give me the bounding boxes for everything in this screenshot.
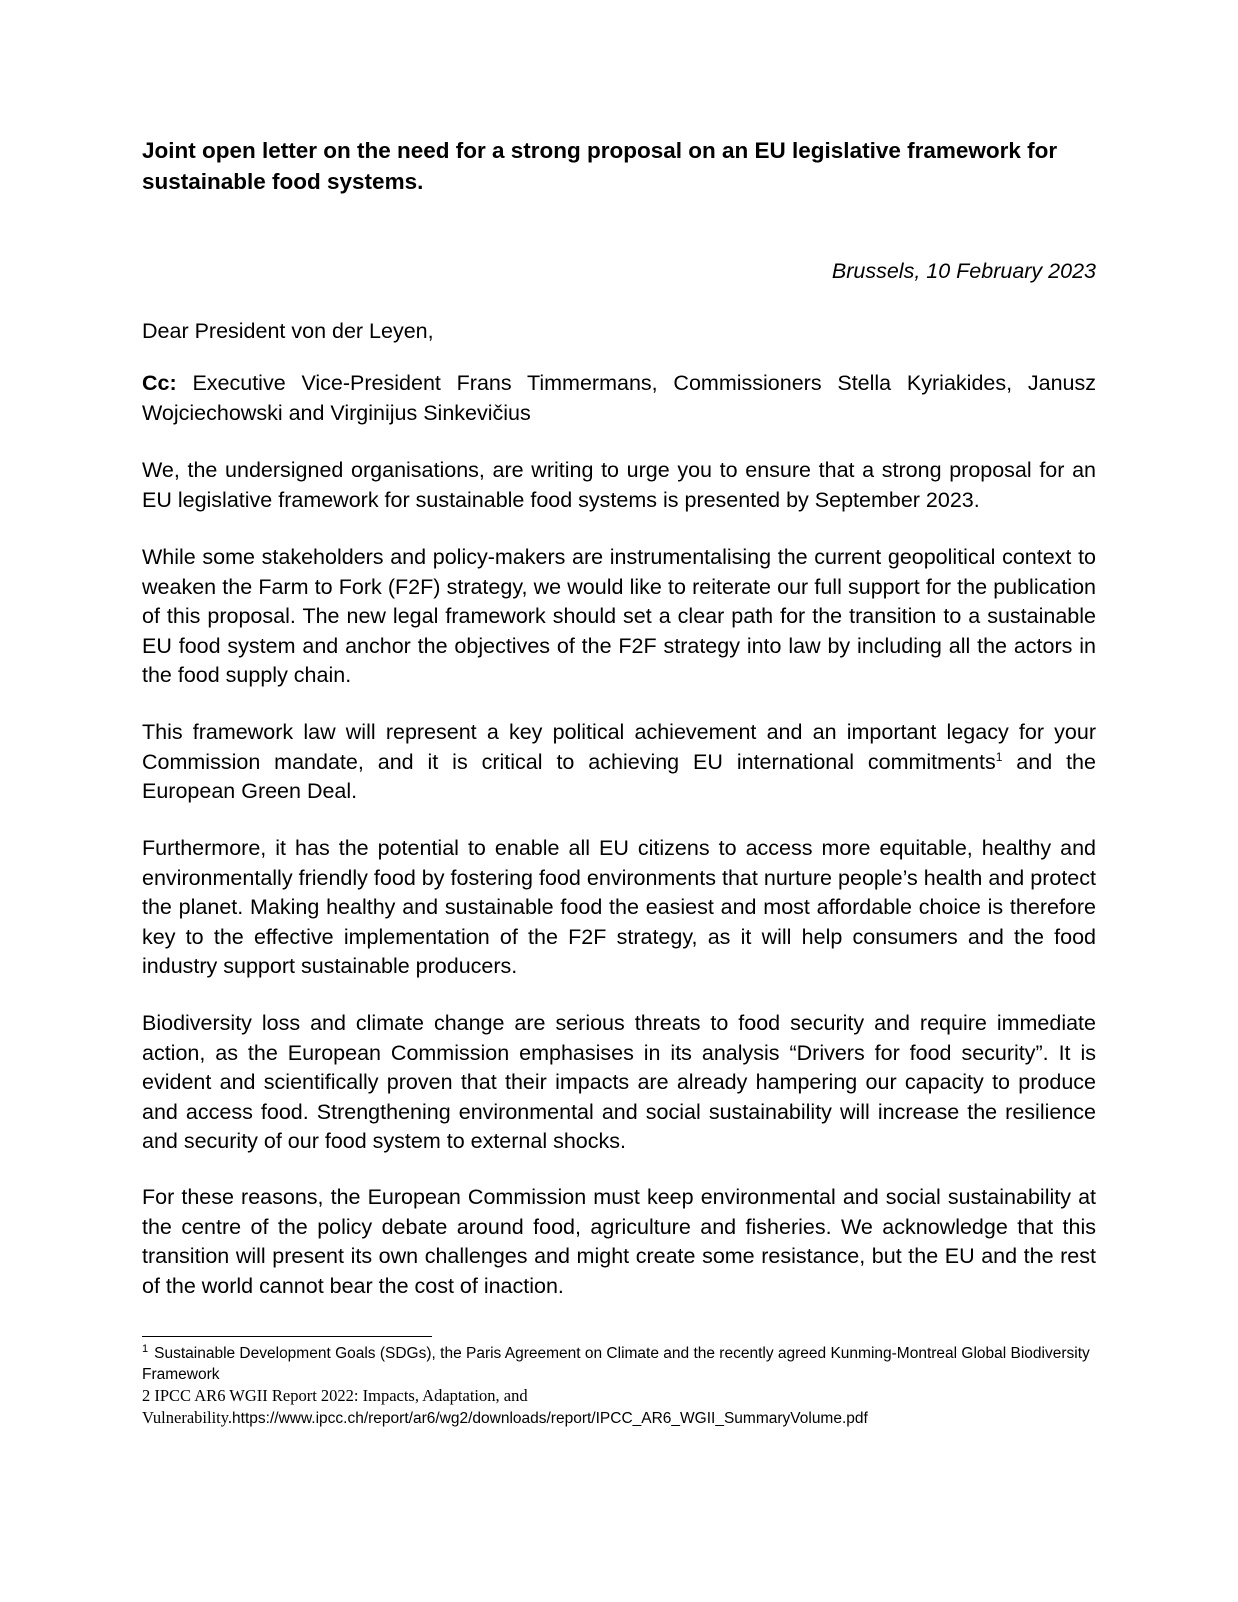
paragraph-conclusion: For these reasons, the European Commission must keep environmental and social sustainability at the centre of the policy debate around food, agriculture and fisheries. We acknowledge that this transition will present its own challenges and might create some resistance, but the EU and the rest of the world cannot bear the cost of inaction.: [142, 1185, 1096, 1298]
paragraph-biodiversity: Biodiversity loss and climate change are serious threats to food security and require immediate action, as the European Commission emphasises in its analysis “Drivers for food security”. It is evident and scientifically proven that their impacts are already hampering our capacity to produce and access food. Strengthening environmental and social sustainability will increase the resilience and security of our food system to external shocks.: [142, 1011, 1096, 1153]
cc-line: [142, 369, 1096, 428]
footnote-1: [142, 1343, 1096, 1385]
salutation: Dear President von der Leyen,: [142, 319, 434, 343]
letter-title: Joint open letter on the need for a strong proposal on an EU legislative framework for sustainable food systems.: [142, 138, 1058, 194]
letter-page: [142, 0, 1096, 1602]
cc-label: Cc:: [142, 371, 177, 395]
paragraph-legacy-tail: and the European Green Deal.: [142, 749, 1096, 803]
paragraph-legacy-text: This framework law will represent a key political achievement and an important legacy for your Commission mandate, and it is critical to achieving EU international commitments: [142, 720, 1096, 774]
footnotes: [142, 1343, 1096, 1429]
footnote-separator: [142, 1336, 432, 1337]
cc-recipients: Executive Vice-President Frans Timmermans, Commissioners Stella Kyriakides, Janusz Wojciechowski and Virginijus Sinkevičius: [142, 371, 1096, 425]
footnote-2-text: 2 IPCC AR6 WGII Report 2022: Impacts, Adaptation, and Vulnerability.: [142, 1386, 528, 1427]
paragraph-support: While some stakeholders and policy-makers are instrumentalising the current geopolitical context to weaken the Farm to Fork (F2F) strategy, we would like to reiterate our full support for the publication of this proposal. The new legal framework should set a clear path for the transition to a sustainable EU food system and anchor the objectives of the F2F strategy into law by including all the actors in the food supply chain.: [142, 545, 1096, 687]
footnote-2: [142, 1385, 1096, 1429]
paragraph-urge: We, the undersigned organisations, are writing to urge you to ensure that a strong proposal for an EU legislative framework for sustainable food systems is presented by September 2023.: [142, 458, 1096, 512]
footnote-2-link[interactable]: https://www.ipcc.ch/report/ar6/wg2/downloads/report/IPCC_AR6_WGII_SummaryVolume.pdf: [232, 1410, 868, 1427]
dateline: Brussels, 10 February 2023: [831, 259, 1096, 283]
paragraph-citizens: Furthermore, it has the potential to enable all EU citizens to access more equitable, healthy and environmentally friendly food by fostering food environments that nurture people’s health and protect the planet. Making healthy and sustainable food the easiest and most affordable choice is therefore key to the effective implementation of the F2F strategy, as it will help consumers and the food industry support sustainable producers.: [142, 836, 1096, 978]
paragraph-legacy: [142, 718, 1096, 807]
footnote-1-text: Sustainable Development Goals (SDGs), the Paris Agreement on Climate and the recently agreed Kunming-Montreal Global Biodiversity Framework: [142, 1345, 1090, 1383]
footnote-ref-1[interactable]: 1: [995, 749, 1003, 764]
footnote-1-marker: 1: [142, 1342, 149, 1355]
